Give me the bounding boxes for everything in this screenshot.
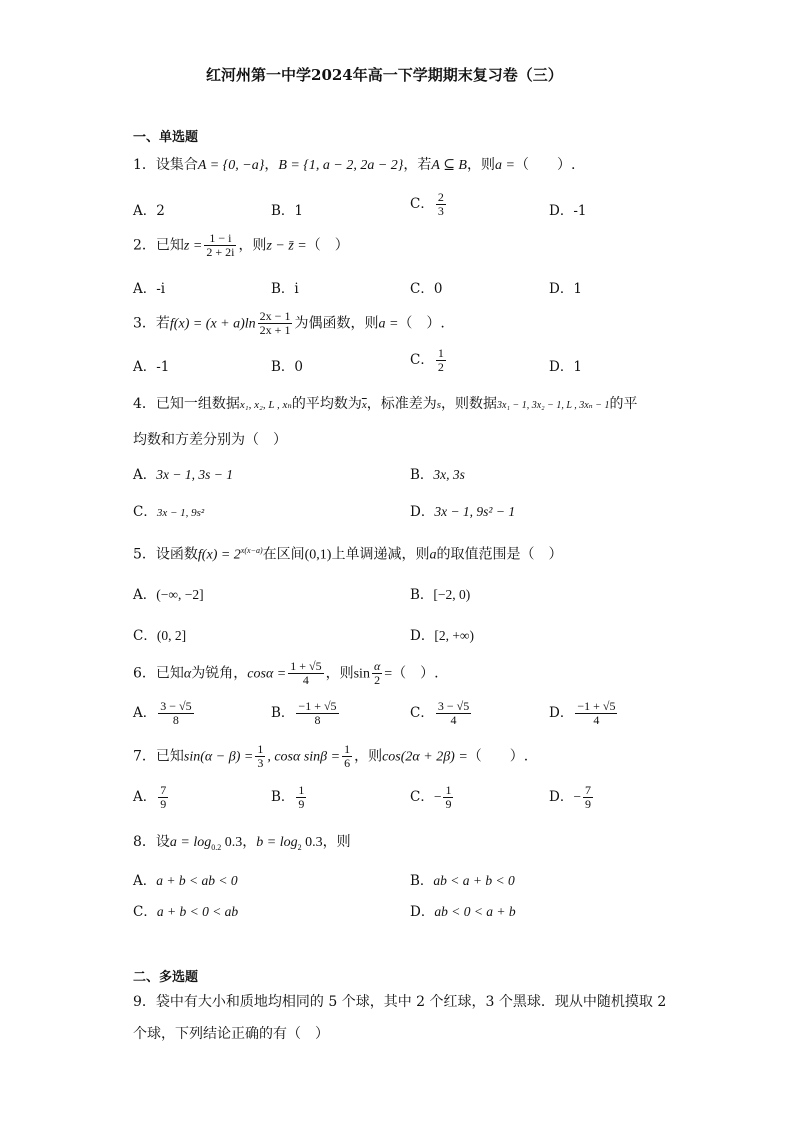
q1-option-c[interactable] [410,191,448,218]
q6-sin: sin [353,666,370,682]
q5-option-c[interactable] [133,624,186,644]
q7-expr: cos(2α + 2β) = [382,749,468,765]
q8-option-a-label: A． [133,873,157,889]
q4-option-b-label: B． [410,467,434,483]
q4-mid3: ，则数据 [441,396,498,412]
q6-option-a-label: A． [133,705,157,721]
q1-condition: A ⊆ B [431,158,467,173]
q6-option-a-fraction: $\frac{3 - √5}{8}$ [160,699,192,727]
q6-option-d[interactable] [549,700,619,727]
q1-option-b[interactable]: B．1 [271,203,304,219]
q5-option-b-value: [−2, 0) [433,587,471,602]
q2-prefix: 2．已知 [133,237,184,254]
q6-alpha: α [183,666,192,682]
q5-var: a [429,547,437,563]
q5-option-a-value: (−∞, −2] [156,587,204,602]
q4-option-a[interactable] [133,463,233,483]
q8-b-base: 2 [297,842,302,852]
q4-data2: 3x₁ − 1, 3x₂ − 1, L , 3xₙ − 1 [497,400,610,411]
q7-option-d-fraction: $\frac{7}{9}$ [584,783,591,811]
q1-option-c-fraction: $\frac{2}{3}$ [437,190,444,218]
question-9-line-1: 9．袋中有大小和质地均相同的 5 个球，其中 2 个红球，3 个黑球．现从中随机摸取 2 [133,994,667,1010]
q7-option-c[interactable] [410,784,455,811]
q8-option-b[interactable] [410,869,515,889]
q5-option-a[interactable] [133,583,204,603]
q4-data: x₁, x₂, L , xₙ [239,399,292,411]
q7-option-a-label: A． [133,789,157,805]
q6-option-b-label: B． [271,705,295,721]
q7-option-a-fraction: $\frac{7}{9}$ [160,783,167,811]
question-9-line-2: 个球，下列结论正确的有（ ） [133,1026,329,1042]
q8-option-d-value: ab < 0 < a + b [434,904,516,919]
q4-option-c-value: 3x − 1, 9s² [156,507,205,519]
q3-end: （ ）. [398,315,445,332]
q1-option-c-label: C． [410,196,434,212]
q7-option-c-label: C． [410,789,434,805]
q7-fraction-1: $\frac{1}{3}$ [257,742,264,770]
q4-stddev: s [436,399,442,411]
q7-option-b[interactable] [271,784,308,811]
q8-option-c[interactable] [133,900,238,920]
q8-option-b-label: B． [410,873,434,889]
q5-exponent: x(x−a) [240,546,263,555]
q7-option-b-label: B． [271,789,295,805]
q8-option-c-value: a + b < 0 < ab [156,904,239,919]
q6-post: ，则 [325,665,354,682]
q8-b: b = log [256,835,298,850]
q8-option-a[interactable] [133,869,238,889]
q3-prefix: 3．若 [133,315,170,332]
q7-end: （ ）. [467,748,529,765]
q5-end: 的取值范围是（ ） [436,546,563,563]
question-4-line-2: 均数和方差分别为（ ） [133,432,287,448]
q3-var: a = [378,316,399,332]
q5-option-d-label: D． [410,628,435,644]
q3-function: f(x) = (x + a)ln [169,316,256,332]
q6-option-d-label: D． [549,705,574,721]
q8-option-d-label: D． [410,904,435,920]
q8-b-value: 0.3 [301,835,323,850]
q2-option-b[interactable]: B．i [271,281,299,297]
q3-option-d[interactable]: D．1 [549,359,582,375]
q8-option-a-value: a + b < ab < 0 [156,873,238,888]
q8-option-d[interactable] [410,900,516,920]
q8-a: a = log [169,835,212,850]
q4-prefix: 4．已知一组数据 [133,396,240,412]
q7-prefix: 7．已知 [133,748,184,765]
question-4-line-1 [133,395,637,415]
q4-option-c-label: C． [133,504,157,520]
q5-function: f(x) = 2 [197,547,241,563]
q5-option-a-label: A． [133,587,157,603]
q2-fraction: $\frac{1 - i}{2 + 2i}$ [206,231,235,259]
q6-end: （ ）. [392,665,439,682]
q3-post: 为偶函数，则 [294,315,379,332]
q7-post: ，则 [354,748,383,765]
q6-sin-fraction: $\frac{\alpha}{2}$ [373,659,381,687]
section-heading-multi-choice: 二、多选题 [133,970,199,985]
q4-mid: 的平均数为 [291,396,362,412]
q4-mean: $\overline{x}$ [361,399,367,411]
q3-option-b[interactable]: B．0 [271,359,304,375]
q4-end: 的平 [609,396,638,412]
question-7 [133,743,528,770]
q6-cos: cosα = [247,666,287,682]
q2-post: ，则 [238,237,267,254]
q6-mid: 为锐角， [191,665,248,682]
q5-option-b-label: B． [410,587,434,603]
q4-option-d-value: 3x − 1, 9s² − 1 [434,504,516,519]
q1-var: a = [495,158,515,173]
question-8 [133,833,351,857]
q1-set-b: B = {1, a − 2, 2a − 2} [278,158,404,173]
q3-fraction: $\frac{2x - 1}{2x + 1}$ [259,309,291,337]
q6-eq: = [384,666,393,682]
q1-post: ，则 [467,157,495,173]
q1-option-a[interactable]: A．2 [133,203,165,219]
q8-a-base: 0.2 [211,842,222,852]
q1-option-d[interactable]: D．-1 [549,203,587,219]
q5-mid2: 上单调递减，则 [331,546,430,563]
q6-prefix: 6．已知 [133,665,184,682]
q6-option-a[interactable] [133,700,196,727]
q1-mid: ，若 [403,157,432,173]
q5-option-c-label: C． [133,628,157,644]
question-2 [133,232,349,259]
q1-set-a: A = {0, −a} [197,158,265,173]
q2-option-d[interactable]: D．1 [549,281,582,297]
q8-prefix: 8．设 [133,834,170,850]
q8-option-c-label: C． [133,904,157,920]
q4-option-d[interactable] [410,500,515,520]
question-6 [133,660,439,687]
q2-z: z = [183,238,203,254]
q6-cos-fraction: $\frac{1 + √5}{4}$ [290,659,322,687]
q4-option-b[interactable] [410,463,465,483]
q1-end: （ ）. [514,157,576,173]
q6-option-c-label: C． [410,705,434,721]
q7-mid: , cosα sinβ = [267,749,341,765]
q5-option-d[interactable] [410,624,474,644]
question-5 [133,542,562,565]
q6-option-c-fraction: $\frac{3 - √5}{4}$ [437,699,470,727]
q2-expr: z − z̄ = [266,238,307,254]
q7-option-d-sign: − [573,789,581,804]
q7-sin: sin(α − β) = [183,749,254,765]
q5-option-c-value: (0, 2] [156,628,187,643]
q4-mid2: ，标准差为 [366,396,437,412]
question-3 [133,310,445,337]
section-heading-single-choice: 一、单选题 [133,130,199,145]
page-title: 红河州第一中学2024年高一下学期期末复习卷（三） [206,66,563,84]
q2-end: （ ） [306,237,349,254]
q3-option-a[interactable]: A．-1 [133,359,170,375]
q7-option-c-sign: − [433,789,442,804]
q6-option-c[interactable] [410,700,473,727]
q4-option-b-value: 3x, 3s [433,467,465,482]
question-1 [133,156,575,175]
q2-option-c[interactable]: C．0 [410,281,443,297]
q3-option-c-fraction: $\frac{1}{2}$ [437,346,444,374]
q3-option-c-label: C． [410,352,434,368]
q4-option-a-value: 3x − 1, 3s − 1 [156,467,233,482]
q8-option-b-value: ab < a + b < 0 [433,873,515,888]
q7-option-b-fraction: $\frac{1}{9}$ [298,783,305,811]
q7-fraction-2: $\frac{1}{6}$ [344,742,351,770]
q4-option-d-label: D． [410,504,435,520]
q5-prefix: 5．设函数 [133,546,198,563]
q5-option-b[interactable] [410,583,470,603]
q1-prefix: 1．设集合 [133,157,198,173]
q7-option-c-fraction: $\frac{1}{9}$ [445,783,452,811]
q7-option-d-label: D． [549,789,574,805]
q7-option-d[interactable] [549,784,595,811]
q1-sep: ， [264,157,279,173]
q5-interval: (0,1) [304,547,332,563]
q7-option-a[interactable] [133,784,170,811]
q6-option-d-fraction: $\frac{-1 + √5}{4}$ [577,699,616,727]
q2-option-a[interactable]: A．-i [133,281,166,297]
q8-end: ，则 [322,834,351,850]
q5-mid: 在区间 [262,546,305,563]
q3-option-c[interactable] [410,347,448,374]
q8-a-value: 0.3 [221,835,243,850]
q6-option-b-fraction: $\frac{-1 + √5}{8}$ [298,699,337,727]
q5-option-d-value: [2, +∞) [434,628,475,643]
q4-option-c[interactable] [133,500,204,520]
q6-option-b[interactable] [271,700,341,727]
q4-option-a-label: A． [133,467,157,483]
q8-sep: ， [242,834,257,850]
